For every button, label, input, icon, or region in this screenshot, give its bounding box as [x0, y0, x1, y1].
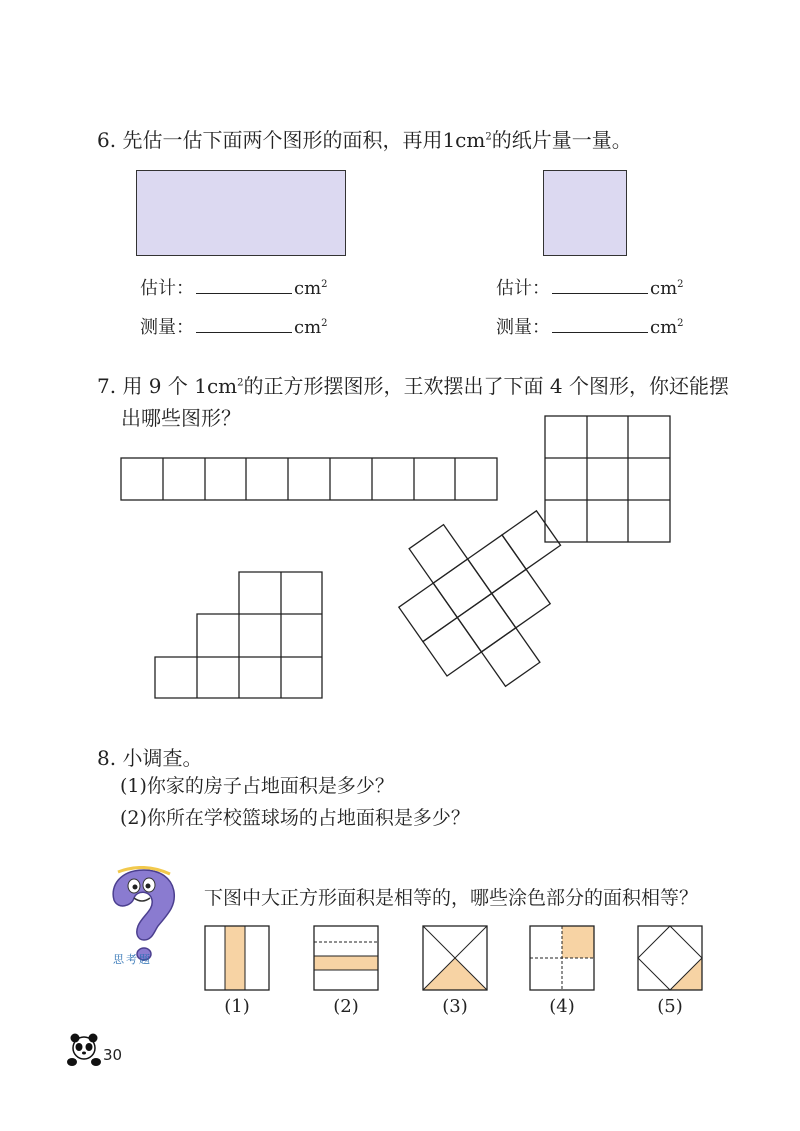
think-question: 下图中大正方形面积是相等的，哪些涂色部分的面积相等？: [204, 887, 699, 909]
measure-label: 测量：: [140, 317, 194, 338]
q6-text-post: 的纸片量一量。: [491, 128, 632, 152]
think-figure-5: [638, 926, 702, 990]
question-8-title: 8. 小调查。: [97, 746, 203, 770]
q6-text-pre: 6. 先估一估下面两个图形的面积，再用1cm: [97, 128, 486, 152]
q7-figure-rotated: [375, 476, 609, 710]
think-label-3: (3): [442, 996, 468, 1017]
think-label-2: (2): [333, 996, 359, 1017]
measure-label: 测量：: [496, 317, 550, 338]
think-label-1: (1): [224, 996, 250, 1017]
unit: cm: [294, 317, 322, 338]
question-7-line2: 出哪些图形？: [121, 406, 241, 430]
q7-line1-pre: 7. 用 9 个 1cm: [97, 374, 238, 398]
estimate-label: 估计：: [496, 278, 550, 299]
think-figure-4: [530, 926, 594, 990]
panda-icon: [66, 1030, 102, 1070]
think-figure-2: [314, 926, 378, 990]
unit-sup: 2: [321, 318, 328, 329]
unit: cm: [650, 278, 678, 299]
unit-sup: 2: [677, 318, 684, 329]
unit-sup: 2: [321, 279, 328, 290]
page-number: 30: [103, 1046, 123, 1064]
think-label-4: (4): [549, 996, 575, 1017]
think-figures: [0, 920, 800, 1000]
think-caption: 思考题: [113, 953, 152, 966]
question-8-item1: (1)你家的房子占地面积是多少？: [120, 775, 394, 797]
unit: cm: [650, 317, 678, 338]
q6-text-sup: 2: [485, 131, 492, 143]
unit-sup: 2: [677, 279, 684, 290]
q7-figure-square: [545, 416, 670, 542]
question-8-item2: (2)你所在学校篮球场的占地面积是多少？: [120, 807, 470, 829]
estimate-label: 估计：: [140, 278, 194, 299]
q7-line1-post: 的正方形摆图形，王欢摆出了下面 4 个图形，你还能摆: [243, 374, 729, 398]
think-figure-1: [205, 926, 269, 990]
think-label-5: (5): [657, 996, 683, 1017]
think-figure-3: [423, 926, 487, 990]
q7-figure-staircase: [155, 572, 322, 698]
q7-line1-sup: 2: [237, 377, 244, 389]
q7-figure-strip: [121, 458, 497, 500]
unit: cm: [294, 278, 322, 299]
